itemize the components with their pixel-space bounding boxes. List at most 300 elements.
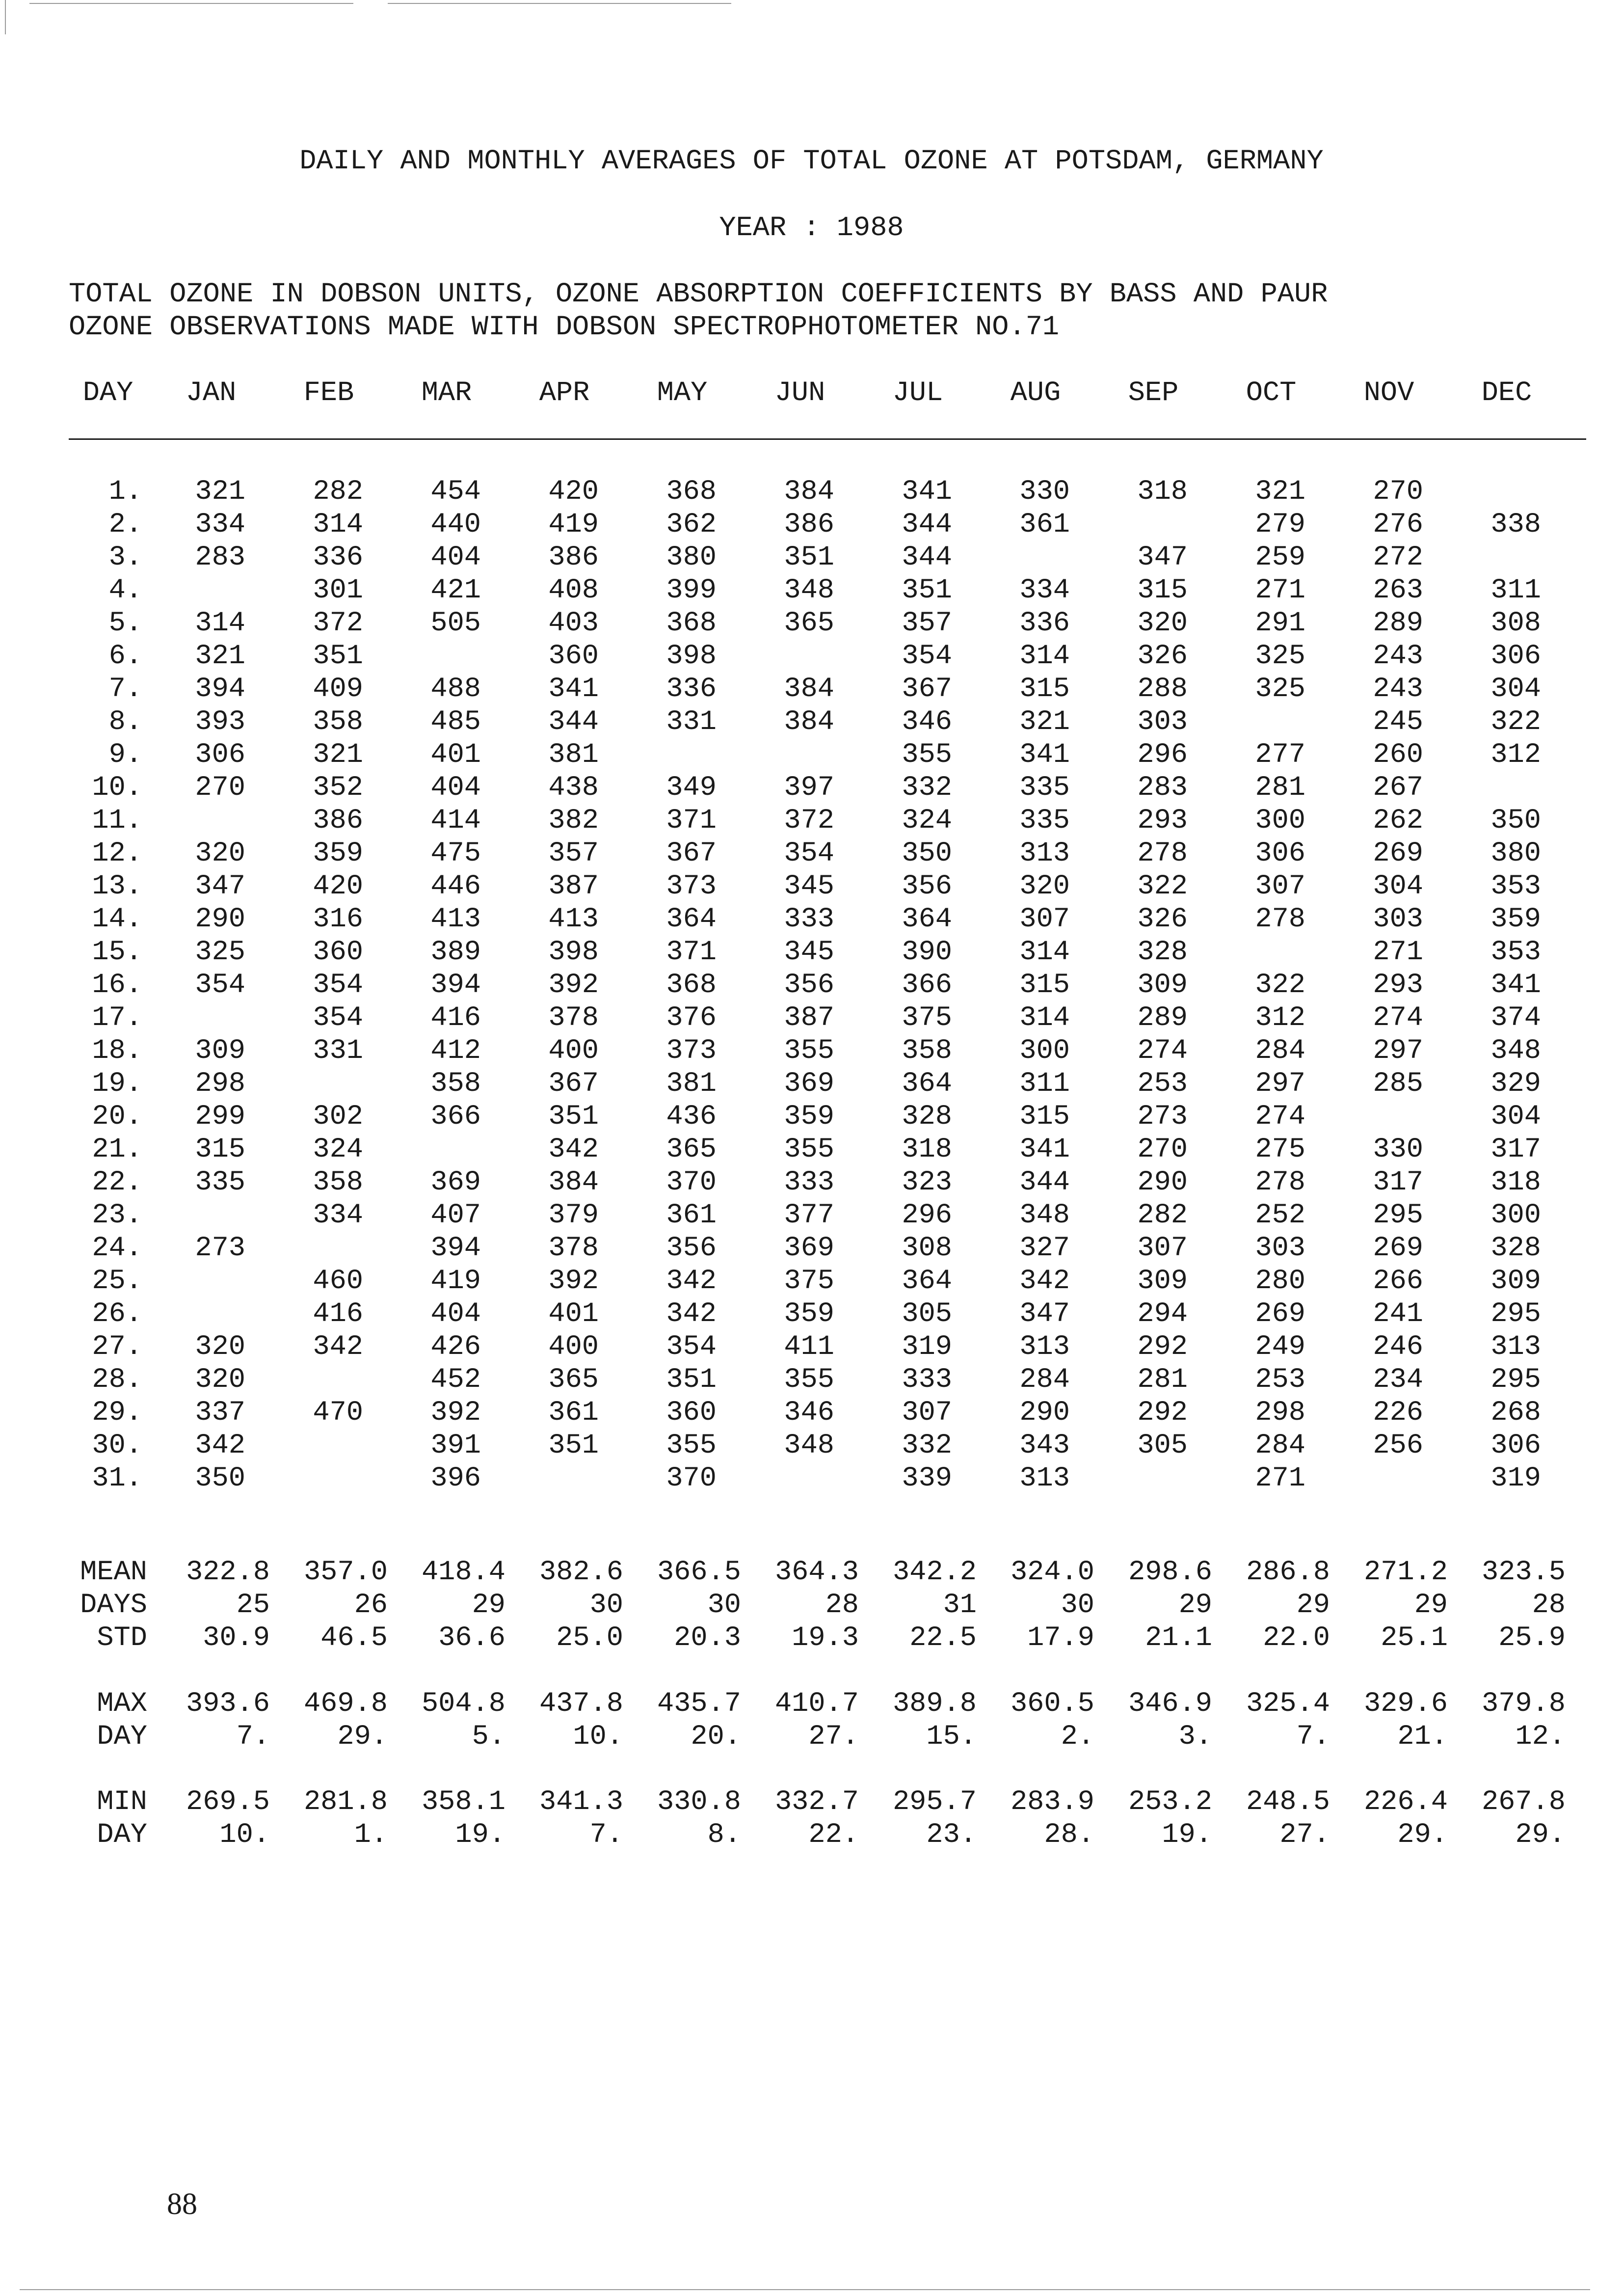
table-row-cell: 420	[313, 871, 363, 902]
table-row-cell: 370	[666, 1463, 717, 1494]
std-row-cell: 21.1	[1145, 1622, 1212, 1654]
min-day-row-cell: 19.	[455, 1819, 506, 1851]
table-row-cell: 359	[1490, 904, 1541, 935]
table-row-cell: 354	[902, 641, 952, 672]
table-row-cell: 320	[1137, 608, 1188, 639]
table-row-cell: 322	[1255, 970, 1305, 1001]
table-row-cell: 269	[1373, 1233, 1423, 1264]
table-row-cell: 271	[1255, 1463, 1305, 1494]
table-row-cell: 351	[313, 641, 363, 672]
mean-row-cell: 366.5	[657, 1557, 741, 1588]
table-row-cell: 342	[1019, 1266, 1070, 1297]
table-row-cell: 380	[1490, 838, 1541, 869]
table-row-cell	[741, 1462, 859, 1495]
table-row-cell	[1212, 706, 1330, 739]
table-row-cell	[270, 1232, 388, 1265]
table-row-cell: 365	[666, 1134, 717, 1165]
table-row-cell: 344	[902, 509, 952, 540]
table-row-cell	[1212, 936, 1330, 969]
table-row-cell: 354	[195, 970, 245, 1001]
table-row-cell: 334	[1019, 575, 1070, 606]
table-row-cell: 350	[195, 1463, 245, 1494]
summary-min	[64, 1786, 1595, 1852]
min-day-row-cell: 29.	[1397, 1819, 1448, 1851]
table-row-cell: 488	[430, 674, 481, 705]
table-row-cell: 327	[1019, 1233, 1070, 1264]
table-row-cell: 446	[430, 871, 481, 902]
table-row-cell: 290	[1019, 1397, 1070, 1429]
scan-edge-mark	[388, 3, 731, 4]
table-row-cell: 377	[784, 1200, 834, 1231]
table-row-cell: 299	[195, 1101, 245, 1133]
table-row-cell: 331	[313, 1035, 363, 1067]
table-row-cell: 256	[1373, 1430, 1423, 1461]
table-row-cell: 336	[666, 674, 717, 705]
table-row-cell: 356	[902, 871, 952, 902]
table-row-cell: 314	[313, 509, 363, 540]
units-note: TOTAL OZONE IN DOBSON UNITS, OZONE ABSORPTION COEFFICIENTS BY BASS AND PAUR	[69, 279, 1328, 310]
table-row-cell: 262	[1373, 805, 1423, 837]
table-row-cell: 413	[430, 904, 481, 935]
table-row-cell: 313	[1019, 1463, 1070, 1494]
table-row-label: 18.	[92, 1035, 142, 1067]
table-row-label: 22.	[92, 1167, 142, 1198]
table-row-cell: 419	[430, 1266, 481, 1297]
table-row-cell: 296	[902, 1200, 952, 1231]
table-row-cell: 375	[784, 1266, 834, 1297]
table-row-label: 11.	[92, 805, 142, 837]
column-header-month: NOV	[1363, 378, 1414, 409]
table-row-cell: 336	[1019, 608, 1070, 639]
max-row-cell: 469.8	[303, 1688, 388, 1720]
table-row-cell: 298	[195, 1068, 245, 1100]
column-header-month: FEB	[303, 378, 354, 409]
table-row-cell: 348	[784, 575, 834, 606]
max-day-row-cell: 20.	[691, 1721, 741, 1753]
table-row-cell: 316	[313, 904, 363, 935]
table-row-label: 1.	[108, 476, 142, 508]
table-row-cell: 318	[1137, 476, 1188, 508]
table-row-cell: 426	[430, 1331, 481, 1363]
table-row-cell: 367	[548, 1068, 599, 1100]
max-row-cell: 360.5	[1010, 1688, 1094, 1720]
table-row-cell: 341	[902, 476, 952, 508]
table-row-cell	[152, 1199, 270, 1232]
table-row-cell: 392	[548, 1266, 599, 1297]
table-row-label: 27.	[92, 1331, 142, 1363]
table-row-cell: 304	[1490, 1101, 1541, 1133]
table-row-cell: 317	[1373, 1167, 1423, 1198]
table-row-cell: 271	[1373, 937, 1423, 968]
table-row-cell: 314	[1019, 1002, 1070, 1034]
table-row-label: 7.	[108, 674, 142, 705]
table-row-cell: 270	[195, 772, 245, 804]
table-row-cell: 384	[784, 674, 834, 705]
table-row-cell: 347	[1019, 1298, 1070, 1330]
min-row-cell: 358.1	[421, 1786, 506, 1818]
table-row-cell: 282	[1137, 1200, 1188, 1231]
table-row-cell: 384	[548, 1167, 599, 1198]
min-row-cell: 281.8	[303, 1786, 388, 1818]
min-row-cell: 269.5	[186, 1786, 270, 1818]
table-row-cell: 226	[1373, 1397, 1423, 1429]
document-title: DAILY AND MONTHLY AVERAGES OF TOTAL OZONE AT POTSDAM, GERMANY	[299, 146, 1324, 177]
std-row-cell: 25.9	[1498, 1622, 1566, 1654]
table-row-cell: 273	[195, 1233, 245, 1264]
mean-row-cell: 286.8	[1246, 1557, 1330, 1588]
table-row-cell	[1330, 1101, 1448, 1134]
mean-row-cell: 418.4	[421, 1557, 506, 1588]
table-row-cell: 356	[666, 1233, 717, 1264]
table-row-cell: 454	[430, 476, 481, 508]
table-row-cell: 282	[313, 476, 363, 508]
year-line: YEAR : 1988	[719, 213, 904, 244]
table-row-cell: 332	[902, 1430, 952, 1461]
table-row-cell: 307	[1137, 1233, 1188, 1264]
std-row-cell: 22.0	[1263, 1622, 1330, 1654]
table-row-cell: 320	[195, 1364, 245, 1396]
table-row-cell: 370	[666, 1167, 717, 1198]
table-row-cell: 345	[784, 937, 834, 968]
table-row-cell: 263	[1373, 575, 1423, 606]
table-row-cell: 362	[666, 509, 717, 540]
summary-mean-days-std	[64, 1556, 1595, 1655]
table-row-cell: 399	[666, 575, 717, 606]
table-header	[64, 377, 1595, 410]
table-row-cell: 420	[548, 476, 599, 508]
table-row-cell: 372	[313, 608, 363, 639]
table-row-cell	[1448, 476, 1566, 509]
table-row-cell: 285	[1373, 1068, 1423, 1100]
table-row-cell: 328	[1490, 1233, 1541, 1264]
days-count-row-cell: 28	[1532, 1590, 1566, 1621]
table-row-cell: 374	[1490, 1002, 1541, 1034]
table-row-cell: 304	[1490, 674, 1541, 705]
table-row-cell: 271	[1255, 575, 1305, 606]
table-row-cell: 309	[1137, 1266, 1188, 1297]
table-row-cell: 308	[1490, 608, 1541, 639]
table-row-cell: 318	[1490, 1167, 1541, 1198]
min-row-cell: 341.3	[539, 1786, 623, 1818]
table-row-cell	[152, 805, 270, 837]
table-row-cell: 290	[1137, 1167, 1188, 1198]
table-row-label: 30.	[92, 1430, 142, 1461]
table-row-cell: 470	[313, 1397, 363, 1429]
std-row-label: STD	[97, 1622, 147, 1654]
max-day-row-cell: 10.	[573, 1721, 623, 1753]
table-row-cell: 303	[1255, 1233, 1305, 1264]
table-row-cell: 376	[666, 1002, 717, 1034]
table-row-cell: 368	[666, 970, 717, 1001]
table-row-cell: 245	[1373, 706, 1423, 738]
min-day-row-label: DAY	[97, 1819, 147, 1851]
table-row-cell: 330	[1373, 1134, 1423, 1165]
table-row-cell: 393	[195, 706, 245, 738]
column-header-month: JUN	[774, 378, 825, 409]
table-row-cell: 284	[1255, 1430, 1305, 1461]
table-row-cell: 324	[902, 805, 952, 837]
table-row-cell: 297	[1255, 1068, 1305, 1100]
table-row-cell: 364	[902, 904, 952, 935]
table-row-cell: 328	[1137, 937, 1188, 968]
min-day-row-cell: 1.	[354, 1819, 388, 1851]
max-day-row-cell: 7.	[1296, 1721, 1330, 1753]
mean-row-cell: 324.0	[1010, 1557, 1094, 1588]
table-row-cell: 354	[784, 838, 834, 869]
min-row-cell: 295.7	[892, 1786, 977, 1818]
table-row-cell: 273	[1137, 1101, 1188, 1133]
min-row-cell: 283.9	[1010, 1786, 1094, 1818]
max-row-cell: 437.8	[539, 1688, 623, 1720]
table-row-cell: 341	[1019, 1134, 1070, 1165]
table-row-cell: 351	[548, 1101, 599, 1133]
table-row-cell	[977, 541, 1094, 574]
table-row-cell: 394	[195, 674, 245, 705]
table-row-cell: 409	[313, 674, 363, 705]
table-row-label: 12.	[92, 838, 142, 869]
table-row-cell: 392	[548, 970, 599, 1001]
table-row-cell: 259	[1255, 542, 1305, 573]
table-row-cell: 386	[313, 805, 363, 837]
table-row-cell: 336	[313, 542, 363, 573]
table-row-cell: 404	[430, 772, 481, 804]
table-row-cell: 342	[666, 1298, 717, 1330]
table-row-cell	[1448, 541, 1566, 574]
table-row-cell: 387	[548, 871, 599, 902]
max-day-row-cell: 27.	[808, 1721, 859, 1753]
std-row-cell: 19.3	[792, 1622, 859, 1654]
table-row-cell: 325	[195, 937, 245, 968]
table-row-cell: 249	[1255, 1331, 1305, 1363]
mean-row-cell: 298.6	[1128, 1557, 1212, 1588]
table-row-cell: 361	[666, 1200, 717, 1231]
table-row-cell: 284	[1255, 1035, 1305, 1067]
table-row-cell: 392	[430, 1397, 481, 1429]
table-row-cell: 347	[195, 871, 245, 902]
table-row-cell: 294	[1137, 1298, 1188, 1330]
table-row-cell: 460	[313, 1266, 363, 1297]
page-number: 88	[167, 2188, 197, 2221]
instrument-note: OZONE OBSERVATIONS MADE WITH DOBSON SPECTROPHOTOMETER NO.71	[69, 312, 1060, 343]
days-count-row-cell: 29	[1178, 1590, 1212, 1621]
table-row-cell: 292	[1137, 1331, 1188, 1363]
max-row-cell: 393.6	[186, 1688, 270, 1720]
mean-row-cell: 342.2	[892, 1557, 977, 1588]
scan-edge-mark	[5, 0, 6, 34]
table-row-cell: 401	[430, 739, 481, 771]
max-day-row-cell: 29.	[337, 1721, 388, 1753]
table-row-cell: 421	[430, 575, 481, 606]
table-row-label: 6.	[108, 641, 142, 672]
column-header-month: MAY	[657, 378, 708, 409]
table-row-cell: 355	[784, 1134, 834, 1165]
scan-edge-mark	[29, 3, 353, 4]
column-header-month: MAR	[421, 378, 472, 409]
summary-max	[64, 1688, 1595, 1754]
table-row-cell: 411	[784, 1331, 834, 1363]
days-count-row-cell: 30	[589, 1590, 623, 1621]
table-row-cell: 274	[1137, 1035, 1188, 1067]
table-row-label: 4.	[108, 575, 142, 606]
std-row-cell: 17.9	[1027, 1622, 1094, 1654]
max-row-cell: 410.7	[774, 1688, 859, 1720]
table-row-cell	[1094, 1462, 1212, 1495]
table-row-cell: 355	[666, 1430, 717, 1461]
table-row-cell: 358	[313, 1167, 363, 1198]
table-row-cell: 296	[1137, 739, 1188, 771]
table-row-cell: 334	[313, 1200, 363, 1231]
table-row-label: 14.	[92, 904, 142, 935]
min-day-row-cell: 19.	[1162, 1819, 1212, 1851]
table-row-cell: 384	[784, 706, 834, 738]
days-count-row-cell: 30	[707, 1590, 741, 1621]
min-row-cell: 332.7	[774, 1786, 859, 1818]
table-row-cell: 266	[1373, 1266, 1423, 1297]
table-row-cell: 289	[1137, 1002, 1188, 1034]
table-row-label: 25.	[92, 1266, 142, 1297]
table-row-cell: 401	[548, 1298, 599, 1330]
daily-values-table	[64, 476, 1595, 1495]
table-row-cell	[506, 1462, 623, 1495]
table-row-cell: 320	[195, 838, 245, 869]
table-row-cell: 341	[1019, 739, 1070, 771]
std-row-cell: 22.5	[909, 1622, 977, 1654]
table-row-cell: 438	[548, 772, 599, 804]
table-row-cell: 326	[1137, 641, 1188, 672]
std-row-cell: 30.9	[203, 1622, 270, 1654]
table-row-cell: 364	[902, 1266, 952, 1297]
table-row-cell: 303	[1373, 904, 1423, 935]
table-row-cell: 308	[902, 1233, 952, 1264]
table-row-cell	[741, 739, 859, 772]
table-row-cell: 274	[1373, 1002, 1423, 1034]
table-row-cell	[1094, 509, 1212, 541]
table-row-cell: 337	[195, 1397, 245, 1429]
table-row-cell: 317	[1490, 1134, 1541, 1165]
min-row-cell: 253.2	[1128, 1786, 1212, 1818]
min-row-label: MIN	[97, 1786, 147, 1818]
table-row-cell: 329	[1490, 1068, 1541, 1100]
max-day-row-cell: 5.	[472, 1721, 506, 1753]
table-row-cell: 315	[1019, 674, 1070, 705]
table-row-cell: 360	[666, 1397, 717, 1429]
table-row-cell: 365	[548, 1364, 599, 1396]
table-row-cell: 306	[1490, 1430, 1541, 1461]
table-row-cell: 323	[902, 1167, 952, 1198]
table-row-cell: 389	[430, 937, 481, 968]
scan-edge-mark	[20, 2289, 1590, 2290]
table-row-cell: 354	[666, 1331, 717, 1363]
table-row-cell: 366	[430, 1101, 481, 1133]
table-row-cell: 359	[784, 1298, 834, 1330]
table-row-label: 9.	[108, 739, 142, 771]
table-row-cell: 289	[1373, 608, 1423, 639]
table-row-cell: 277	[1255, 739, 1305, 771]
table-row-cell: 252	[1255, 1200, 1305, 1231]
table-row-cell: 309	[195, 1035, 245, 1067]
max-day-row-cell: 3.	[1178, 1721, 1212, 1753]
table-row-cell: 351	[548, 1430, 599, 1461]
table-row-cell: 314	[195, 608, 245, 639]
table-row-cell: 342	[548, 1134, 599, 1165]
table-row-label: 16.	[92, 970, 142, 1001]
table-row-cell: 368	[666, 608, 717, 639]
table-row-cell: 303	[1137, 706, 1188, 738]
table-row-cell: 361	[548, 1397, 599, 1429]
table-row-cell: 234	[1373, 1364, 1423, 1396]
mean-row-label: MEAN	[80, 1557, 147, 1588]
table-row-cell: 452	[430, 1364, 481, 1396]
max-day-row-cell: 15.	[926, 1721, 977, 1753]
table-row-cell: 302	[313, 1101, 363, 1133]
table-row-cell: 344	[902, 542, 952, 573]
table-row-cell: 357	[902, 608, 952, 639]
max-day-row-cell: 7.	[236, 1721, 270, 1753]
table-row-cell: 344	[548, 706, 599, 738]
table-row-cell: 267	[1373, 772, 1423, 804]
days-count-row-cell: 25	[236, 1590, 270, 1621]
table-row-cell: 505	[430, 608, 481, 639]
table-row-cell: 322	[1490, 706, 1541, 738]
table-row-cell: 347	[1137, 542, 1188, 573]
table-row-label: 21.	[92, 1134, 142, 1165]
table-row-cell: 290	[195, 904, 245, 935]
column-header-month: JAN	[186, 378, 237, 409]
table-row-cell: 350	[902, 838, 952, 869]
table-row-cell: 407	[430, 1200, 481, 1231]
table-row-cell: 291	[1255, 608, 1305, 639]
table-row-cell: 413	[548, 904, 599, 935]
table-row-cell: 381	[548, 739, 599, 771]
table-row-label: 28.	[92, 1364, 142, 1396]
table-row-cell: 325	[1255, 674, 1305, 705]
std-row-cell: 25.1	[1381, 1622, 1448, 1654]
mean-row-cell: 357.0	[303, 1557, 388, 1588]
table-row-cell: 293	[1373, 970, 1423, 1001]
table-row-cell: 346	[784, 1397, 834, 1429]
table-row-cell: 246	[1373, 1331, 1423, 1363]
table-row-cell: 292	[1137, 1397, 1188, 1429]
max-row-cell: 435.7	[657, 1688, 741, 1720]
table-row-cell: 344	[1019, 1167, 1070, 1198]
days-count-row-cell: 29	[1414, 1590, 1448, 1621]
table-row-cell: 335	[1019, 805, 1070, 837]
table-row-cell: 315	[1019, 1101, 1070, 1133]
table-row-cell: 349	[666, 772, 717, 804]
table-row-cell: 315	[1019, 970, 1070, 1001]
table-row-cell: 293	[1137, 805, 1188, 837]
table-row-cell: 312	[1255, 1002, 1305, 1034]
table-row-cell: 283	[195, 542, 245, 573]
table-row-cell: 320	[1019, 871, 1070, 902]
table-row-cell: 396	[430, 1463, 481, 1494]
table-row-cell: 348	[1490, 1035, 1541, 1067]
column-header-month: AUG	[1010, 378, 1061, 409]
table-row-label: 13.	[92, 871, 142, 902]
table-row-cell: 338	[1490, 509, 1541, 540]
table-row-cell: 354	[313, 1002, 363, 1034]
table-row-cell: 279	[1255, 509, 1305, 540]
days-count-row-cell: 29	[1296, 1590, 1330, 1621]
table-row-cell: 321	[313, 739, 363, 771]
table-row-cell: 333	[784, 1167, 834, 1198]
table-row-cell: 325	[1255, 641, 1305, 672]
table-row-cell: 278	[1255, 904, 1305, 935]
min-day-row-cell: 7.	[589, 1819, 623, 1851]
table-row-cell: 309	[1137, 970, 1188, 1001]
table-row-cell: 253	[1255, 1364, 1305, 1396]
table-row-cell: 278	[1137, 838, 1188, 869]
